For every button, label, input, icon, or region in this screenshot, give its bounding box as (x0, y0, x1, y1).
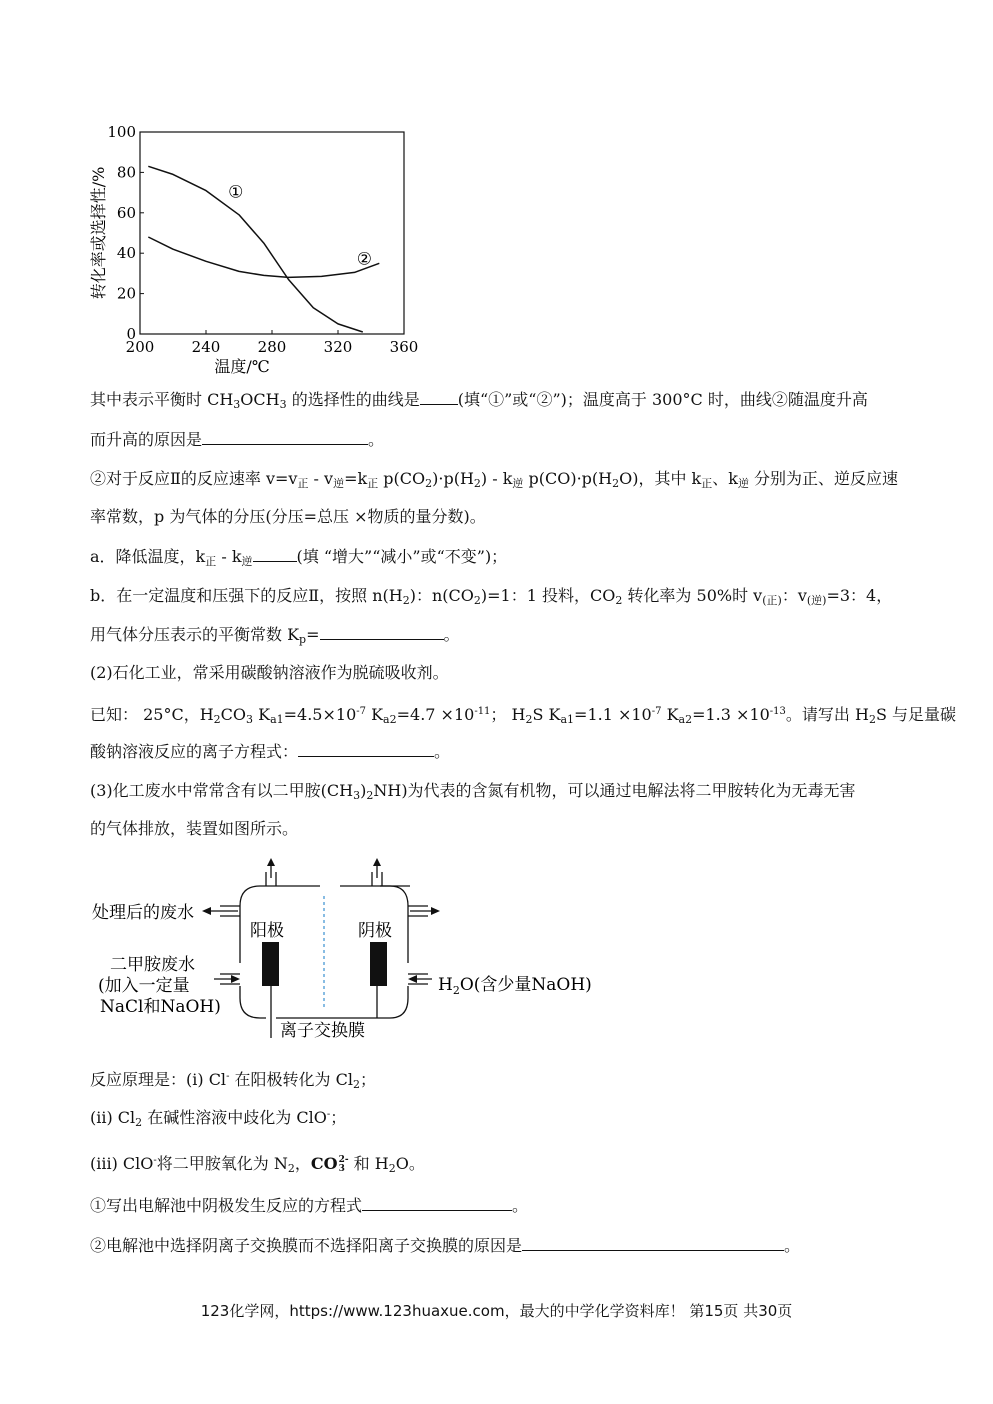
page-footer: 123化学网，https://www.123huaxue.com，最大的中学化学资料库！ 第15页 共30页 (200, 1302, 793, 1320)
electrolysis-cell-diagram (90, 858, 610, 1048)
label-anode: 阳极 (250, 921, 284, 941)
y-tick-label: 40 (116, 244, 136, 263)
label-cathode: 阴极 (358, 921, 392, 941)
question-line: (iii) ClO-将二甲胺氧化为 $N_2$，CO 2- 3 和 $H_2O$。 (90, 1154, 425, 1175)
question-line: 率常数，p 为气体的分压(分压=总压 ×物质的量分数)。 (90, 507, 486, 526)
answer-blank[interactable] (320, 625, 444, 640)
label-treated-water: 处理后的废水 (92, 903, 194, 923)
question-line: 反应原理是：(i) Cl- 在阳极转化为 $Cl_2$； (90, 1070, 377, 1091)
label-membrane: 离子交换膜 (280, 1021, 365, 1041)
question-line: a．降低温度，$k_正 - k_逆$ (填 “增大”“减小”或“不变”)； (90, 547, 508, 568)
x-tick-label: 360 (389, 338, 419, 356)
question-line: 其中表示平衡时 $CH_3OCH_3$ 的选择性的曲线是 (填“①”或“②”)；温度高于 300°C 时，曲线②随温度升高 (90, 390, 868, 411)
question-line: 的气体排放，装置如图所示。 (90, 819, 299, 838)
question-line: ②对于反应Ⅱ的反应速率 $v=v_正 - v_逆=k_正$ $p(CO_2)\cdot p(H_2) - k_逆$ $p(CO)\cdot p(H_2O)$，其中 $k_正$、$k_逆$ 分别为正、逆反应速 (90, 469, 899, 490)
cathode-electrode (370, 942, 387, 986)
question-line: ②电解池中选择阴离子交换膜而不选择阳离子交换膜的原因是 。 (90, 1236, 801, 1255)
x-tick-label: 200 (125, 338, 155, 356)
plot-frame (140, 132, 404, 334)
answer-blank[interactable] (420, 390, 458, 405)
question-line: 已知： 25°C，$H_2CO_3$ $K_{a1}=4.5\times 10^{-7}$ $K_{a2}=4.7 \times 10^{-11}$； $H_2S$ $K_{a1}=1.1 \times 10^{-7}$ $K_{a2}=1.3 \times 10^{-13}$。请写出 $H_2S$ 与足量碳 (90, 705, 957, 726)
x-tick-label: 280 (257, 338, 287, 356)
answer-blank[interactable] (253, 547, 297, 562)
anode-electrode (262, 942, 279, 986)
label-dimethylamine-note2: NaCl和NaOH) (100, 997, 221, 1017)
x-axis-label: 温度/℃ (214, 357, 270, 376)
label-dimethylamine-note: (加入一定量 (98, 976, 190, 996)
answer-blank[interactable] (522, 1236, 784, 1251)
question-line: ①写出电解池中阴极发生反应的方程式 。 (90, 1196, 529, 1215)
question-line: (ii) $Cl_2$ 在碱性溶液中歧化为 ClO-； (90, 1108, 347, 1129)
question-line: (2)石化工业，常采用碳酸钠溶液作为脱硫吸收剂。 (90, 663, 449, 682)
answer-blank[interactable] (202, 430, 368, 445)
answer-blank[interactable] (298, 742, 434, 757)
y-tick-label: 20 (116, 284, 136, 303)
y-tick-label: 80 (116, 163, 136, 182)
y-tick-label: 0 (126, 325, 136, 343)
y-tick-label: 60 (116, 203, 136, 222)
series-label-2: ② (356, 249, 373, 270)
question-line: 而升高的原因是 。 (90, 430, 385, 449)
label-water-naoh: $H_2O$(含少量NaOH) (438, 975, 592, 997)
label-dimethylamine-water: 二甲胺废水 (110, 955, 195, 975)
x-tick-label: 240 (191, 338, 221, 356)
question-line: 酸钠溶液反应的离子方程式： 。 (90, 742, 451, 761)
y-axis-label: 转化率或选择性/% (89, 166, 108, 300)
question-line: (3)化工废水中常常含有以二甲胺$(CH_3)_2NH$)为代表的含氮有机物，可以通过电解法将二甲胺转化为无毒无害 (90, 781, 856, 802)
question-line: b．在一定温度和压强下的反应Ⅱ，按照 $n(H_2)$：$n(CO_2)=1$：1 投料，$CO_2$ 转化率为 50%时 $v_{(正)}$：$v_{(逆)}=3$：4， (90, 586, 893, 607)
series-line-1 (148, 166, 362, 332)
conversion-selectivity-chart (88, 120, 428, 380)
x-tick-label: 320 (323, 338, 353, 356)
chart-plot-area (89, 123, 418, 376)
answer-blank[interactable] (362, 1196, 512, 1211)
series-label-1: ① (228, 182, 244, 203)
question-line: 用气体分压表示的平衡常数 $K_p=$ 。 (90, 625, 460, 646)
y-tick-label: 100 (107, 123, 136, 141)
